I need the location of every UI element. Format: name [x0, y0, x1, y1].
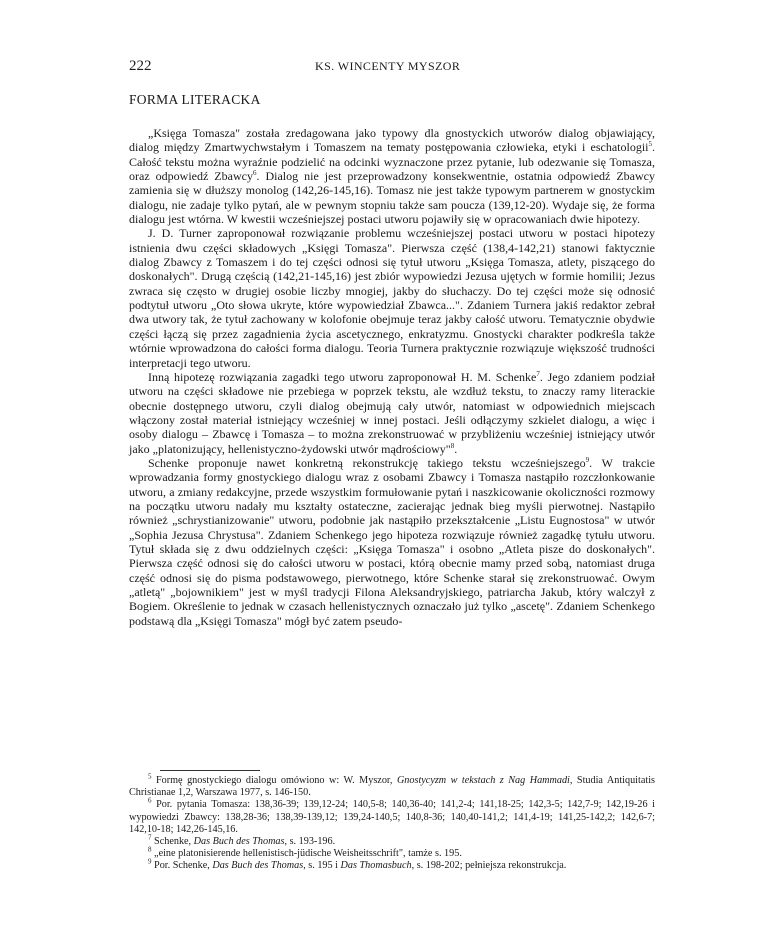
footnote-reference: 8: [450, 441, 455, 450]
footnote-number: 7: [148, 833, 152, 842]
paragraph: [129, 126, 655, 226]
paragraph: [129, 456, 655, 628]
footnote-reference: 5: [648, 140, 652, 149]
italic-title: Das Thomasbuch: [340, 860, 412, 872]
text-run: Inną hipotezę rozwiązania zagadki tego utworu zaproponował H. M. Schenke: [148, 369, 537, 384]
text-run: .: [454, 441, 458, 456]
text-run: . Całość tekstu można wyraźnie podzielić na odcinki wyznaczone przez pytanie, lub odezwanie się Tomasza, oraz odpowiedź Zbawcy: [129, 140, 655, 184]
text-run: Por. Schenke,: [154, 860, 213, 872]
paragraph: [129, 370, 655, 456]
paragraph: [129, 226, 655, 369]
text-run: Schenke,: [154, 836, 194, 848]
footnote: [129, 799, 655, 836]
footnotes: [129, 772, 655, 873]
text-run: . W trakcie wprowadzania formy gnostyckiego dialogu wraz z osobami Zbawcy i Tomasza nastąpiło rozczłonkowanie utworu, a zmiany redakcyjne, przede wszystkim formułowanie pytań i naszkicowanie okoliczności rozmowy na początku utworu nadały mu kształty ostateczne, zacierając jednak bieg myśli pierwotnej. Nastąpiło również „schrystianizowanie" utworu, podobnie jak nastąpiło przekształcenie „Listu Eugnostosa" w utwór „Sophia Jezusa Chrystusa". Zdaniem Schenkego jego hipoteza rozwiązuje również zagadkę tytułu utworu. Tytuł składa się z dwu oddzielnych części: „Księga Tomasza" i osobno „Atleta pisze do doskonałych". Pierwsza część odnosi się do całości utworu w postaci, którą obecnie mamy przed sobą, natomiast druga część odnosi się do pisma podstawowego, pierwotnego, które Schenke starał się zrekonstruować. Owym „atletą" „bojownikiem" jest w myśl tradycji Filona Aleksandryjskiego, patriarcha Jakub, który walczył z Bogiem. Określenie to jednak w czasach hellenistycznych oznaczało już tylko „ascetę". Zdaniem Schenkego podstawą dla „Księgi Tomasza" mógł być zatem pseudo-: [129, 455, 655, 628]
text-run: „Księga Tomasza" została zredagowana jako typowy dla gnostyckich utworów dialog objawiający, dialog między Zmartwychwstałym i Tomaszem na tematy postępowania człowieka, etyki i eschatologii: [129, 126, 655, 155]
text-run: , s. 198-202; pełniejsza rekonstrukcja.: [411, 860, 567, 872]
footnote-reference: 7: [536, 369, 540, 378]
footnote-number: 6: [148, 797, 152, 806]
text-run: . Dialog nie jest przeprowadzony konsekwentnie, ostatnia odpowiedź Zbawcy zamienia się w dłuższy monolog (142,26-145,16). Tomasz nie jest także typowym partnerem w gnostyckim dialogu, nie zadaje tylko pytań, ale w pewnym stopniu także sam poucza (139,12-20). Wydaje się, że forma dialogu jest wtórna. W kwestii wcześniejszej postaci utworu pojawiły się w opracowaniach dwie hipotezy.: [129, 169, 655, 227]
section-title: FORMA LITERACKA: [129, 92, 261, 107]
text-run: , s. 193-196.: [284, 836, 336, 848]
text-run: „eine platonisierende hellenistisch-jüdische Weisheitsschrift", tamże s. 195.: [154, 848, 462, 860]
text-run: Schenke proponuje nawet konkretną rekonstrukcję takiego tekstu wcześniejszego: [148, 455, 586, 470]
text-run: Formę gnostyckiego dialogu omówiono w: W. Myszor,: [155, 775, 397, 786]
footnote-number: 5: [148, 772, 152, 781]
body-text: [129, 126, 655, 628]
footnote-number: 9: [148, 858, 152, 867]
text-run: , Studia Antiquitatis Christianae 1,2, Warszawa 1977, s. 146-150.: [129, 775, 655, 799]
footnote-reference: 6: [252, 169, 257, 178]
footnote-divider: [160, 770, 260, 771]
text-run: . Jego zdaniem podział utworu na części składowe nie przebiega w poprzek tekstu, ale wzdłuż tekstu, to znaczy ramy literackie obecnie dostępnego utworu, czyli dialog obejmują cały utwór, natomiast w odpowiednich miejscach włączony został materiał istniejący wcześniej w innej postaci. Jeśli odłączymy szkielet dialogu, a więc i osoby dialogu – Zbawcę i Tomasza – to można zrekonstruować w przybliżeniu wcześniej istniejący utwór jako „platonizujący, hellenistyczno-żydowski utwór mądrościowy": [129, 369, 655, 456]
footnote: [129, 833, 655, 848]
footnote: [129, 772, 655, 799]
running-head: KS. WINCENTY MYSZOR: [315, 59, 461, 73]
page-number: 222: [129, 58, 152, 74]
footnote: [129, 845, 655, 860]
italic-title: Das Buch des Thomas: [193, 836, 285, 848]
text-run: J. D. Turner zaproponował rozwiązanie problemu wcześniejszej postaci utworu w postaci hipotezy istnienia dwu części składowych „Księgi Tomasza". Pierwsza część (138,4-142,21) stanowi faktycznie dialog Zbawcy z Tomaszem i do tej części odnosi się tytuł utworu „Księga Tomasza, atlety, piszącego do doskonałych". Drugą częścią (142,21-145,16) jest zbiór wypowiedzi Jezusa ujętych w formie homilii; Jezus zwraca się często w drugiej osobie liczby mnogiej, jakby do słuchaczy. Do tej części może się odnosić podtytuł utworu „Oto słowa ukryte, które wypowiedział Zbawca...". Zdaniem Turnera jakiś redaktor zebrał dwa utwory tak, że tytuł zachowany w kolofonie obejmuje teraz jakby całość utworu. Tematycznie obydwie części łączą się przez zagadnienia życia ascetycznego, enkratyzmu. Gnostycki charakter podkreśla także wtórnie wprowadzona do całości forma dialogu. Teoria Turnera praktycznie rozwiązuje większość trudności interpretacji tego utworu.: [129, 226, 655, 370]
text-run: Por. pytania Tomasza: 138,36-39; 139,12-24; 140,5-8; 140,36-40; 141,2-4; 141,18-25; 142,3-5; 142,7-9; 142,19-26 i wypowiedzi Zbawcy: 138,28-36; 138,39-139,12; 139,24-140,5; 140,8-36; 140,40-141,2; 141,4-19; 141,25-142,2; 142,6-7; 142,10-18; 142,26-145,16.: [129, 799, 655, 835]
footnote-reference: 9: [585, 455, 590, 464]
footnote: [129, 860, 655, 872]
italic-title: Das Buch des Thomas: [212, 860, 304, 872]
italic-title: Gnostycyzm w tekstach z Nag Hammadi: [396, 775, 570, 786]
text-run: , s. 195 i: [303, 860, 341, 872]
footnote-number: 8: [148, 845, 152, 854]
